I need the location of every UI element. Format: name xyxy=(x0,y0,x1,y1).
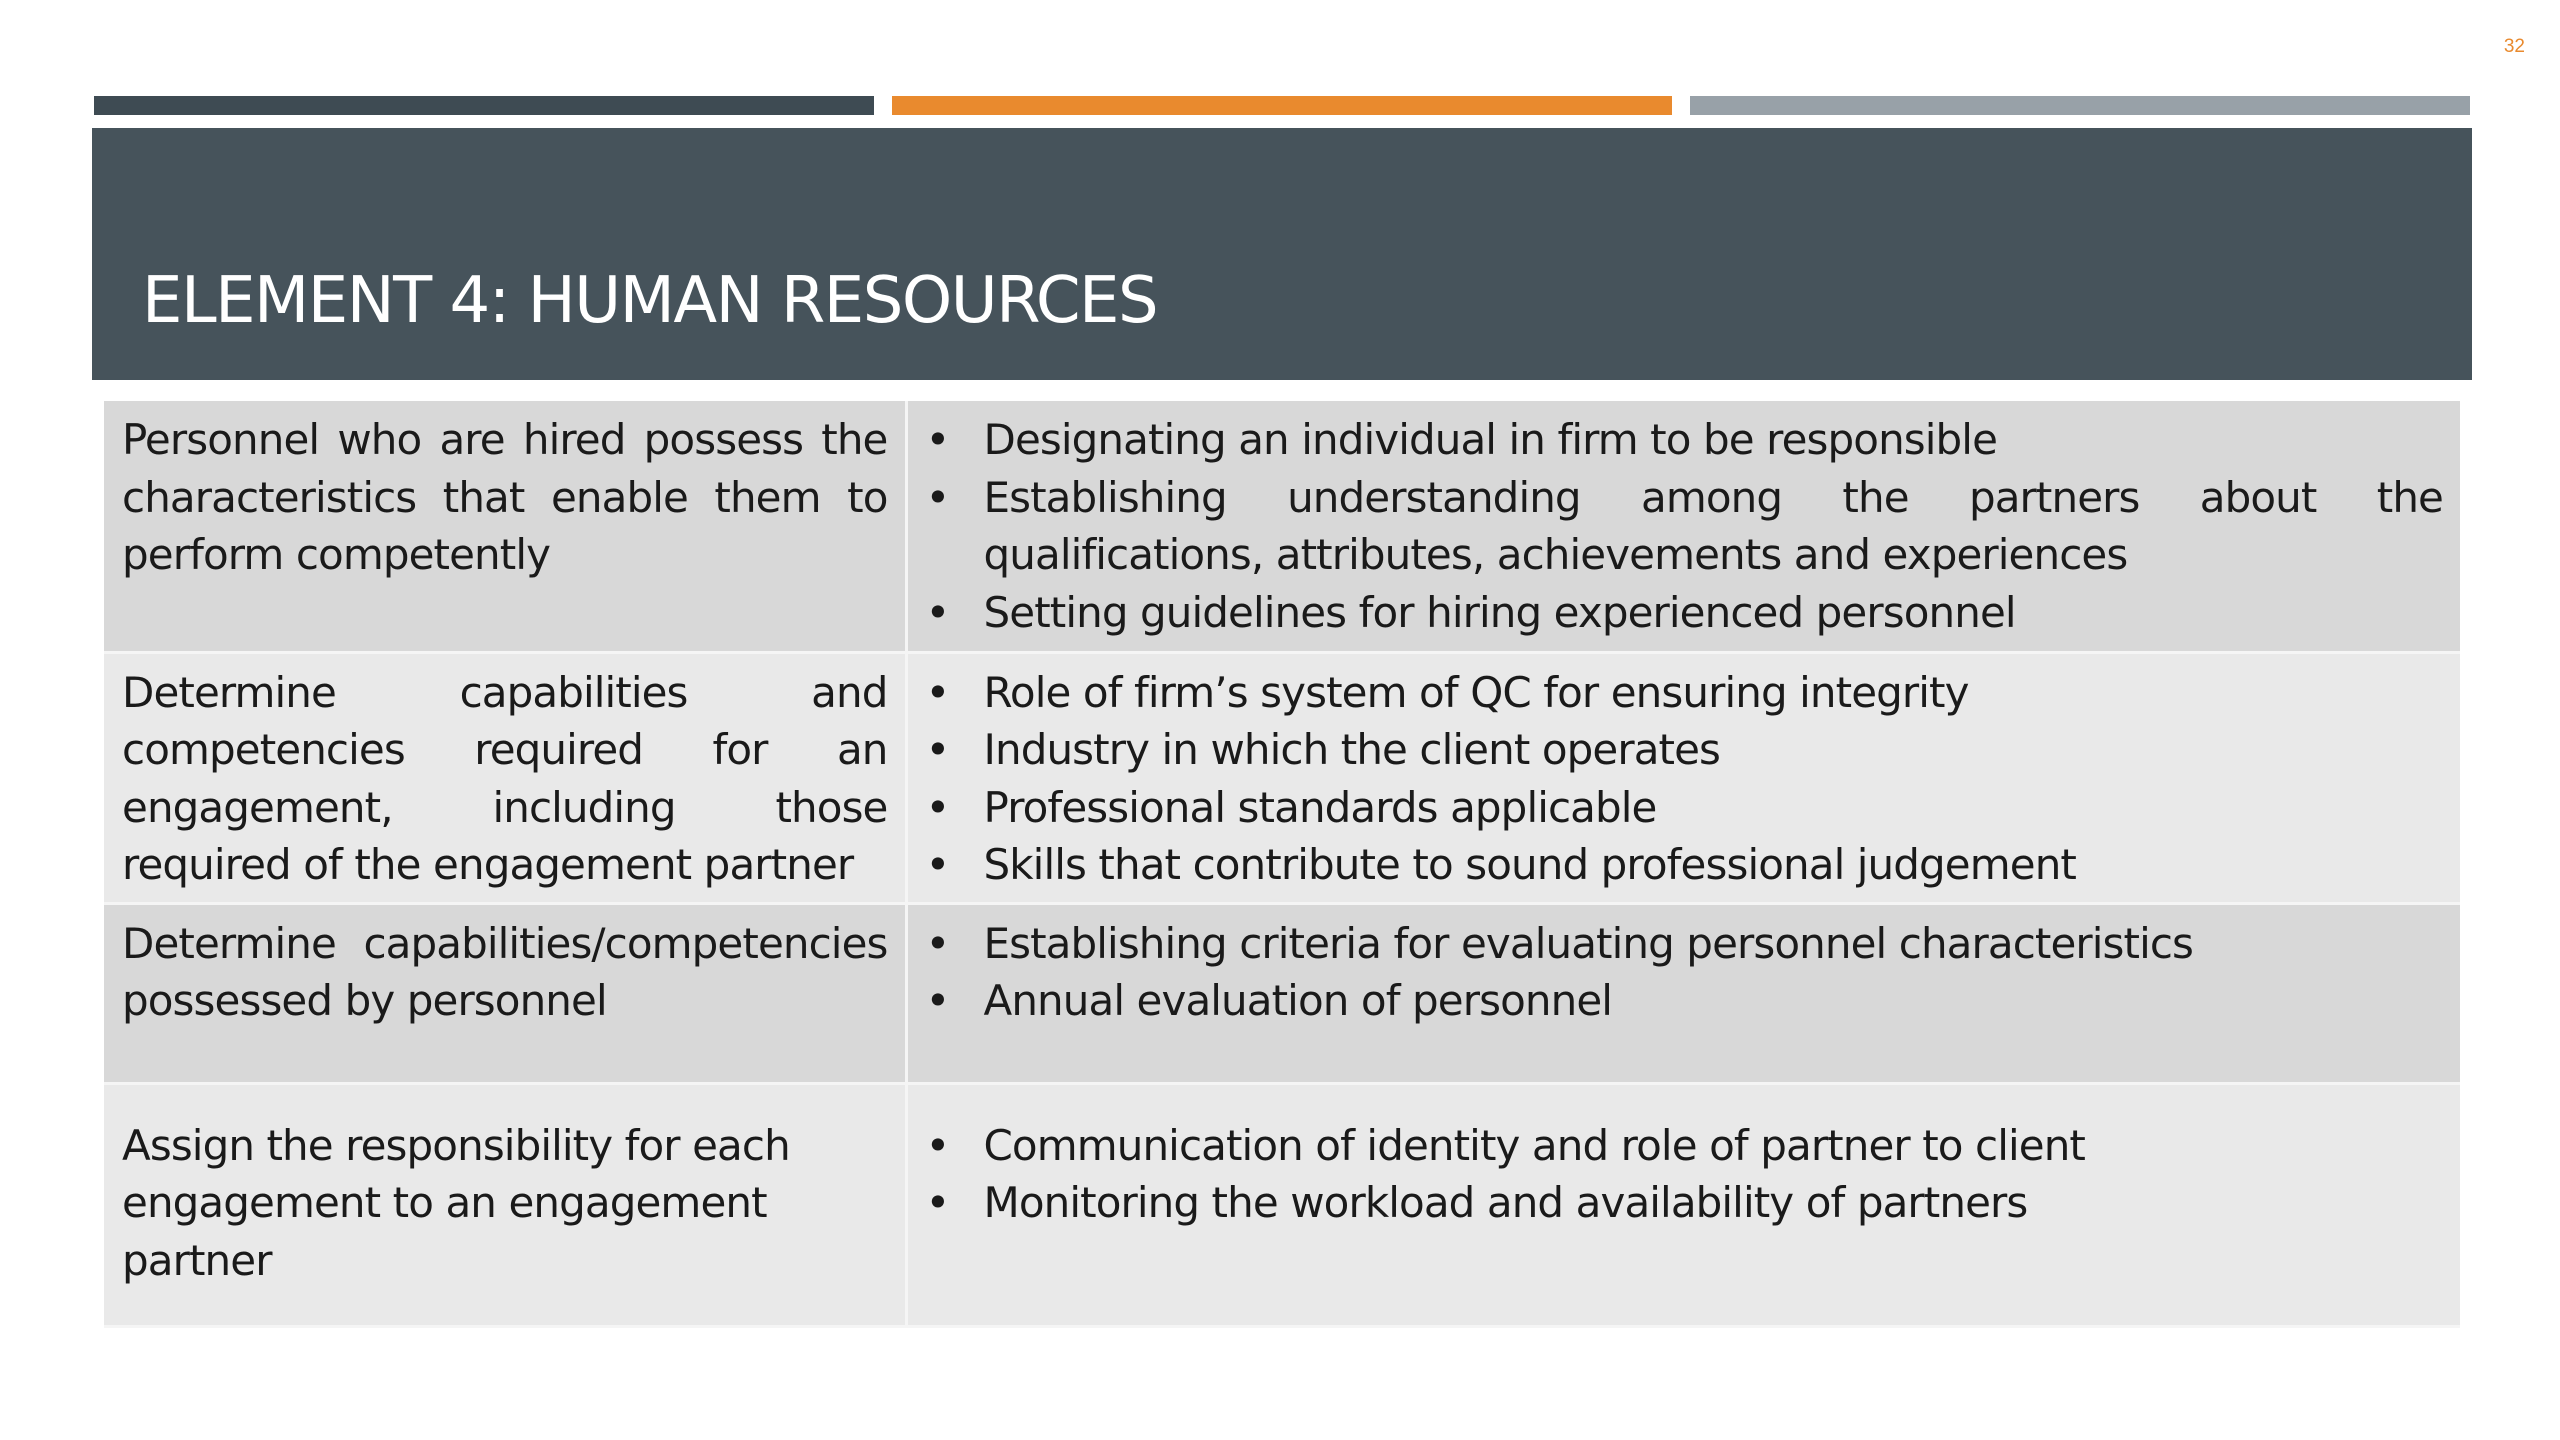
bullet-icon: • xyxy=(925,918,950,968)
procedures-cell xyxy=(906,1083,2460,1326)
bullet-icon: • xyxy=(925,725,950,774)
accent-bar-orange xyxy=(892,96,1672,115)
procedure-item xyxy=(926,779,2444,837)
procedure-text: Monitoring the workload and availability of partners xyxy=(983,1178,2028,1227)
table-row xyxy=(104,1083,2460,1326)
procedure-item xyxy=(926,584,2444,642)
bullet-icon: • xyxy=(925,976,950,1025)
procedure-text: Setting guidelines for hiring experienced personnel xyxy=(983,587,2016,637)
procedure-item xyxy=(926,1117,2444,1175)
requirement-cell: Personnel who are hired possess the characteristics that enable them to perform competently xyxy=(104,401,906,652)
accent-bar-grey xyxy=(1690,96,2470,115)
procedure-text: Establishing criteria for evaluating personnel characteristics xyxy=(983,918,2194,968)
procedure-text: Designating an individual in firm to be responsible xyxy=(983,415,1998,464)
bullet-icon: • xyxy=(925,667,950,717)
procedure-list xyxy=(926,664,2444,894)
procedure-text: Role of firm’s system of QC for ensuring integrity xyxy=(983,667,1969,717)
bullet-icon: • xyxy=(925,472,950,522)
procedure-text: Skills that contribute to sound professional judgement xyxy=(983,840,2076,889)
bullet-icon: • xyxy=(925,1178,950,1227)
table-row xyxy=(104,652,2460,903)
procedure-list xyxy=(926,915,2444,1030)
procedures-cell xyxy=(906,401,2460,652)
procedure-item xyxy=(926,836,2444,894)
slide-title: ELEMENT 4: HUMAN RESOURCES xyxy=(142,264,1158,338)
procedure-item xyxy=(926,721,2444,779)
bullet-icon: • xyxy=(925,840,950,889)
accent-bar-dark xyxy=(94,96,874,115)
procedures-cell xyxy=(906,903,2460,1083)
procedure-text: Annual evaluation of personnel xyxy=(983,976,1613,1025)
procedure-text: Industry in which the client operates xyxy=(983,725,1721,774)
procedure-text: Communication of identity and role of partner to client xyxy=(983,1120,2086,1170)
requirement-cell: Determine capabilities and competencies required for an engagement, including those required of the engagement partner xyxy=(104,652,906,903)
bullet-icon: • xyxy=(925,587,950,637)
procedure-item xyxy=(926,915,2444,973)
requirement-cell: Assign the responsibility for each engagement to an engagement partner xyxy=(104,1083,906,1326)
procedure-item xyxy=(926,664,2444,722)
title-band xyxy=(92,128,2472,380)
procedure-text: Establishing understanding among the partners about the qualifications, attributes, achievements and experiences xyxy=(983,472,2443,579)
procedure-list xyxy=(926,411,2444,641)
procedure-list xyxy=(926,1117,2444,1232)
procedure-item xyxy=(926,1174,2444,1232)
table-row xyxy=(104,401,2460,652)
slide-number: 32 xyxy=(2503,36,2525,57)
procedure-item xyxy=(926,469,2444,584)
procedure-item xyxy=(926,411,2444,469)
bullet-icon: • xyxy=(925,782,950,832)
table-row xyxy=(104,903,2460,1083)
bullet-icon: • xyxy=(925,1120,950,1170)
procedures-cell xyxy=(906,652,2460,903)
requirement-cell: Determine capabilities/competencies possessed by personnel xyxy=(104,903,906,1083)
procedure-text: Professional standards applicable xyxy=(983,782,1657,832)
bullet-icon: • xyxy=(925,415,950,464)
procedure-item xyxy=(926,972,2444,1030)
human-resources-table xyxy=(104,401,2460,1328)
